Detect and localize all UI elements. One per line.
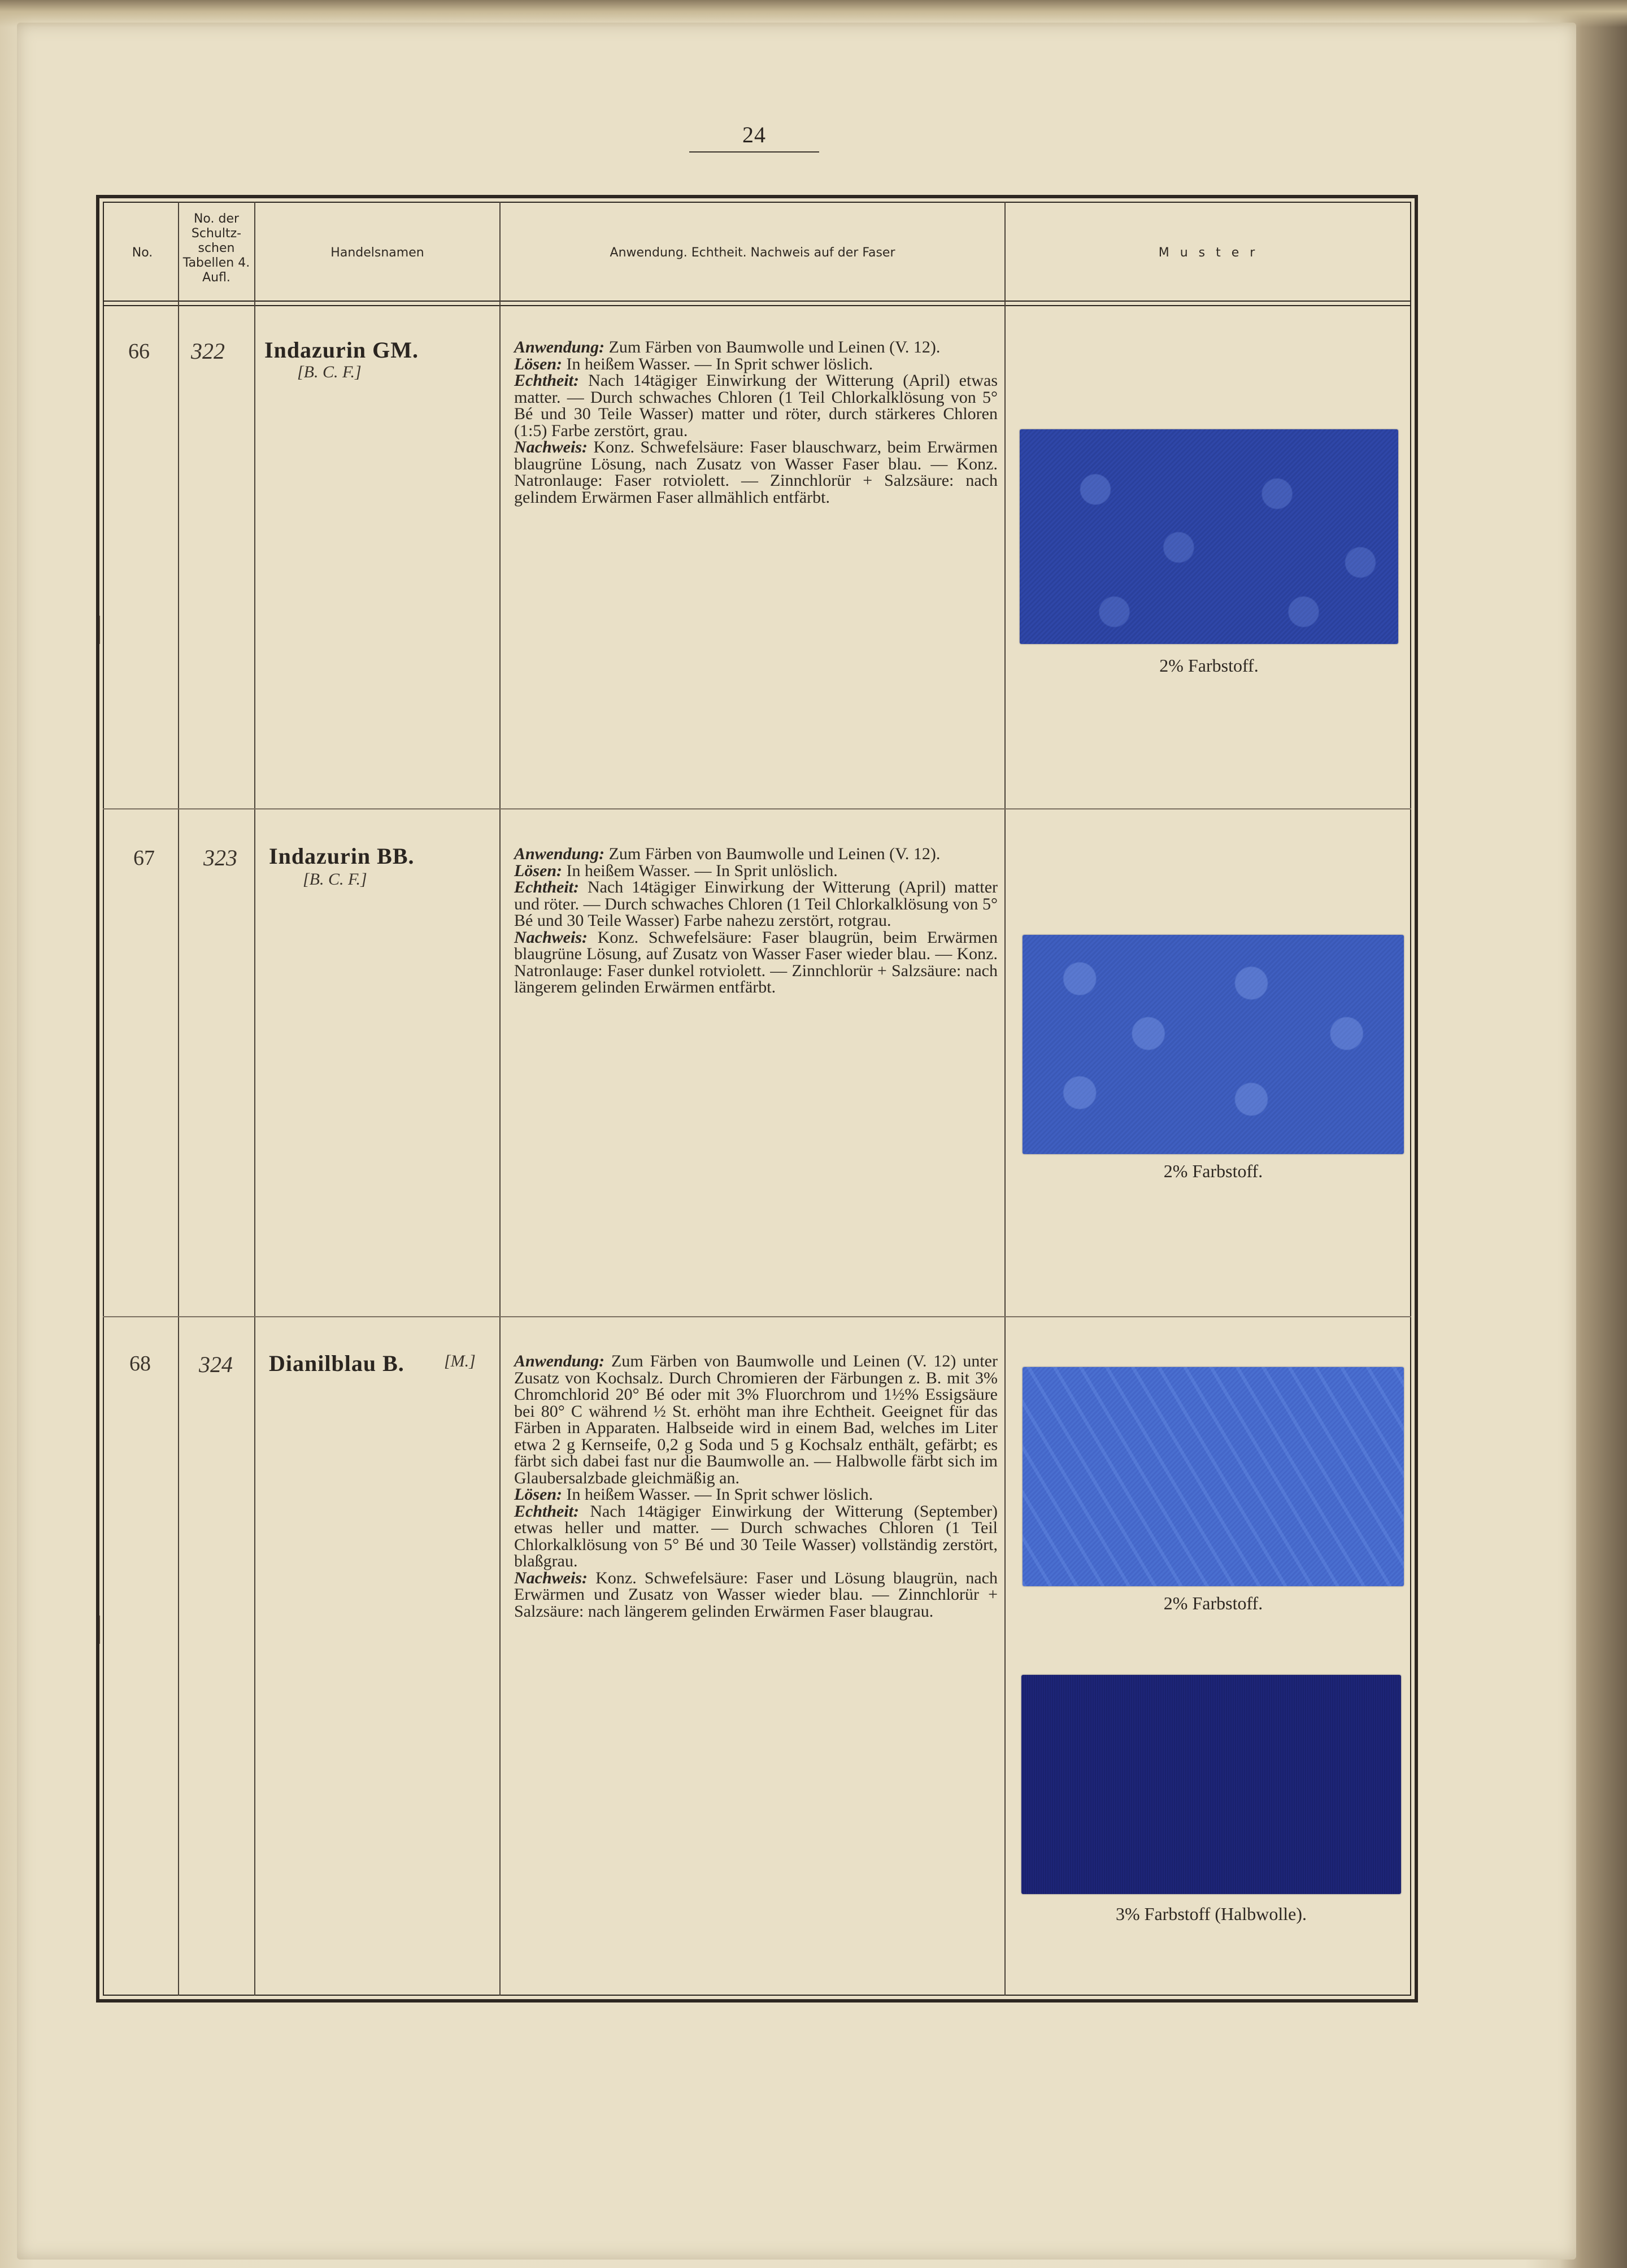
- entry-number: 66: [128, 339, 150, 363]
- field-text: In heißem Wasser. — In Sprit schwer löslich.: [562, 1485, 873, 1504]
- column-divider: [499, 202, 501, 1996]
- header-rule: [103, 301, 1411, 302]
- schultz-number: 324: [199, 1352, 233, 1377]
- header-no: No.: [132, 246, 153, 260]
- page-number: 24: [742, 122, 766, 147]
- field-text: In heißem Wasser. — In Sprit unlöslich.: [562, 861, 838, 880]
- field-key: Lösen:: [514, 861, 562, 880]
- trade-name: Dianilblau B.: [269, 1351, 404, 1376]
- swatch-caption: 3% Farbstoff (Halbwolle).: [1116, 1904, 1307, 1924]
- paragraph: [514, 372, 998, 439]
- header-schultz: No. der Schultz-schen Tabellen 4. Aufl.: [182, 212, 250, 285]
- manufacturer: [M.]: [444, 1352, 476, 1370]
- field-text: Nach 14tägiger Einwirkung der Witterung (April) etwas matter. — Durch schwaches Chloren (1 Teil Chlorkalklösung von 5° Bé und 30 Teile Wasser) matter und röter, durch stärkeres Chloren (1:5) Farbe zerstört, grau.: [514, 371, 998, 440]
- field-key: Echtheit:: [514, 1501, 580, 1521]
- swatch-caption: 2% Farbstoff.: [1163, 1161, 1263, 1181]
- field-text: Zum Färben von Baumwolle und Leinen (V. 12).: [604, 338, 941, 356]
- field-key: Nachweis:: [514, 1568, 588, 1587]
- fabric-swatch: [1021, 1675, 1401, 1894]
- paragraph: [514, 846, 998, 863]
- field-text: Nach 14tägiger Einwirkung der Witterung (September) etwas heller und matter. — Durch schwaches Chloren (1 Teil Chlorkalklösung von 5° Bé und 30 Teile Wasser) vollständig zerstört, blaßgrau.: [514, 1501, 998, 1570]
- field-text: In heißem Wasser. — In Sprit schwer löslich.: [562, 354, 873, 373]
- field-key: Anwendung:: [514, 338, 605, 356]
- field-text: Zum Färben von Baumwolle und Leinen (V. 12).: [604, 844, 941, 863]
- fabric-swatch: [1020, 429, 1398, 644]
- paragraph: [514, 1503, 998, 1570]
- paragraph: [514, 1353, 998, 1486]
- paragraph: [514, 339, 998, 356]
- field-text: Nach 14tägiger Einwirkung der Witterung (April) matter und röter. — Durch schwaches Chloren (1 Teil Chlorkalklösung von 5° Bé und 30 Teile Wasser) Farbe nahezu zerstört, rotgrau.: [514, 878, 998, 930]
- trade-name: Indazurin GM.: [264, 337, 419, 363]
- field-key: Lösen:: [514, 1485, 562, 1504]
- column-divider: [1004, 202, 1006, 1996]
- field-key: Nachweis:: [514, 928, 588, 947]
- description-block: [514, 846, 998, 996]
- field-text: Konz. Schwefelsäure: Faser blaugrün, beim Erwärmen blaugrüne Lösung, auf Zusatz von Wasser Faser wieder blau. — Konz. Natronlauge: Faser dunkel rotviolett. — Zinnchlorür + Salzsäure: nach längerem gelinden Erwärmen entfärbt.: [514, 928, 998, 996]
- field-key: Anwendung:: [514, 844, 605, 863]
- paragraph: [514, 356, 998, 373]
- header-muster: M u s t e r: [1158, 246, 1259, 260]
- field-key: Echtheit:: [514, 878, 580, 896]
- swatch-caption: 2% Farbstoff.: [1163, 1593, 1263, 1613]
- schultz-number: 322: [191, 338, 225, 364]
- fabric-swatch: [1023, 935, 1404, 1154]
- entry-number: 68: [129, 1352, 151, 1375]
- field-text: Zum Färben von Baumwolle und Leinen (V. 12) unter Zusatz von Kochsalz. Durch Chromieren der Färbungen z. B. mit 3% Chromchlorid 20° Bé oder mit 3% Fluorchrom und 1½% Essigsäure bei 80° C während ½ St. erhöht man ihre Echtheit. Geeignet für das Färben in Apparaten. Halbseide wird in einem Bad, welches im Liter etwa 2 g Kernseife, 0,2 g Soda und 5 g Kochsalz enthält, gefärbt; es färbt sich dabei fast nur die Baumwolle an. — Halbwolle färbt sich im Glaubersalzbade gleichmäßig an.: [514, 1352, 998, 1487]
- header-rule: [103, 305, 1411, 306]
- paragraph: [514, 439, 998, 506]
- field-text: Konz. Schwefelsäure: Faser und Lösung blaugrün, nach Erwärmen und Zusatz von Wasser wieder blau. — Zinnchlorür + Salzsäure: nach längerem gelinden Erwärmen Faser blaugrau.: [514, 1568, 998, 1621]
- swatch-caption: 2% Farbstoff.: [1159, 655, 1259, 676]
- page-number-block: [689, 121, 819, 153]
- schultz-number: 323: [203, 845, 237, 870]
- paragraph: [514, 1486, 998, 1503]
- entry-number: 67: [133, 846, 155, 870]
- paragraph: [514, 879, 998, 929]
- field-key: Nachweis:: [514, 438, 588, 456]
- description-block: [514, 339, 998, 506]
- row-divider: [103, 1316, 1411, 1317]
- column-divider: [254, 202, 255, 1996]
- trade-name: Indazurin BB.: [269, 843, 415, 869]
- row-divider: [103, 808, 1411, 809]
- description-block: [514, 1353, 998, 1620]
- torn-edge: [0, 0, 1627, 27]
- field-key: Lösen:: [514, 354, 562, 373]
- field-text: Konz. Schwefelsäure: Faser blauschwarz, beim Erwärmen blaugrüne Lösung, nach Zusatz von Wasser Faser blau. — Konz. Natronlauge: Faser rotviolett. — Zinnchlorür + Salzsäure: nach gelindem Erwärmen Faser allmählich entfärbt.: [514, 438, 998, 507]
- field-key: Anwendung:: [514, 1352, 605, 1370]
- header-handelsnamen: Handelsnamen: [330, 246, 424, 260]
- manufacturer: [B. C. F.]: [303, 870, 367, 889]
- fabric-swatch: [1023, 1367, 1404, 1586]
- paragraph: [514, 1570, 998, 1620]
- column-divider: [178, 202, 179, 1996]
- paragraph: [514, 929, 998, 996]
- header-anwendung: Anwendung. Echtheit. Nachweis auf der Faser: [610, 246, 895, 260]
- page-number-rule: [689, 151, 819, 153]
- manufacturer: [B. C. F.]: [297, 363, 362, 381]
- field-key: Echtheit:: [514, 371, 580, 390]
- paragraph: [514, 863, 998, 880]
